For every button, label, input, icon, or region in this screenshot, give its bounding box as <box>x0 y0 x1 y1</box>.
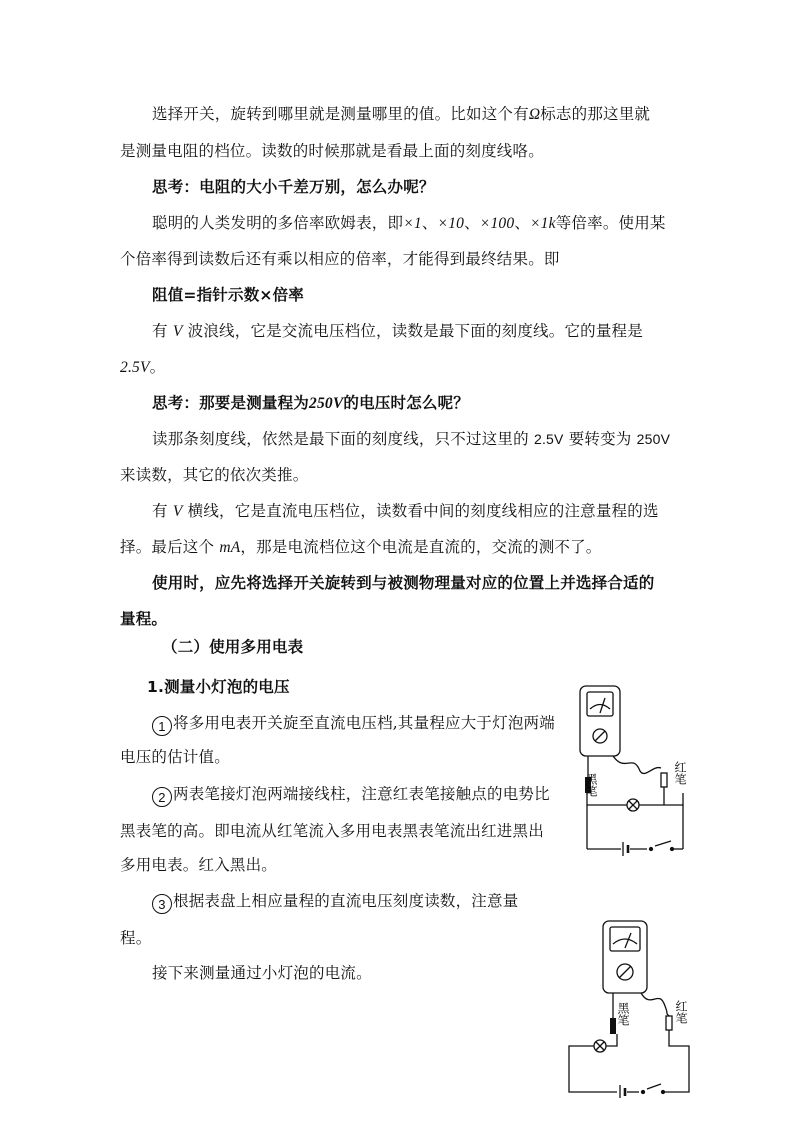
step2-line1: 2 两表笔接灯泡两端接线柱，注意红表笔接触点的电势比 <box>152 784 550 807</box>
step1-line1: 1 将多用电表开关旋至直流电压档,其量程应大于灯泡两端 <box>152 713 555 736</box>
para4-line1: 读那条刻度线，依然是最下面的刻度线，只不过这里的 2.5V 要转变为 250V <box>152 430 671 448</box>
para2-line2: 个倍率得到读数后还有乘以相应的倍率，才能得到最终结果。即 <box>120 250 560 268</box>
para3-line2: 2.5V。 <box>120 358 166 376</box>
usage-line2: 量程。 <box>120 610 168 628</box>
section-heading: （二）使用多用电表 <box>162 638 304 656</box>
black-pen-label-1: 黑笔 <box>584 773 598 797</box>
para1-line2: 是测量电阻的档位。读数的时候那就是看最上面的刻度线咯。 <box>120 142 544 160</box>
para2-line1: 聪明的人类发明的多倍率欧姆表，即×1、×10、×100、×1k等倍率。使用某 <box>152 214 666 232</box>
step3-line2: 程。 <box>120 929 152 947</box>
step2-line2: 黑表笔的高。即电流从红笔流入多用电表黑表笔流出红进黑出 <box>120 822 544 840</box>
current-measurement-diagram <box>565 918 695 1098</box>
red-pen-label-1: 红笔 <box>673 761 687 785</box>
sub-heading-voltage: 1.测量小灯泡的电压 <box>147 678 290 696</box>
black-pen-label-2: 黑笔 <box>616 1002 630 1026</box>
para3-line1: 有 V 波浪线，它是交流电压档位，读数是最下面的刻度线。它的量程是 <box>152 322 643 340</box>
omega-symbol: Ω <box>528 106 541 123</box>
step3-line1: 3 根据表盘上相应量程的直流电压刻度读数，注意量 <box>152 891 518 914</box>
para4-line2: 来读数，其它的依次类推。 <box>120 466 309 484</box>
think-heading-1: 思考：电阻的大小千差万别，怎么办呢？ <box>152 178 435 196</box>
resistance-formula: 阻值=指针示数×倍率 <box>152 286 304 304</box>
step2-line3: 多用电表。红入黑出。 <box>120 856 278 874</box>
step2-number: 2 <box>152 787 172 807</box>
usage-line1: 使用时，应先将选择开关旋转到与被测物理量对应的位置上并选择合适的 <box>152 574 655 592</box>
red-pen-label-2: 红笔 <box>674 1000 688 1024</box>
step1-number: 1 <box>152 716 172 736</box>
voltage-measurement-diagram <box>575 683 700 858</box>
step1-line2: 电压的估计值。 <box>120 748 230 766</box>
para5-line1: 有 V 横线，它是直流电压档位，读数看中间的刻度线相应的注意量程的选 <box>152 502 659 520</box>
next-step-text: 接下来测量通过小灯泡的电流。 <box>152 964 372 982</box>
think-heading-2: 思考：那要是测量程为250V的电压时怎么呢？ <box>152 394 470 412</box>
para5-line2: 择。最后这个 mA，那是电流档位这个电流是直流的，交流的测不了。 <box>120 538 602 556</box>
para1-line1: 选择开关，旋转到哪里就是测量哪里的值。比如这个有Ω标志的那这里就 <box>152 105 651 123</box>
step3-number: 3 <box>152 894 172 914</box>
